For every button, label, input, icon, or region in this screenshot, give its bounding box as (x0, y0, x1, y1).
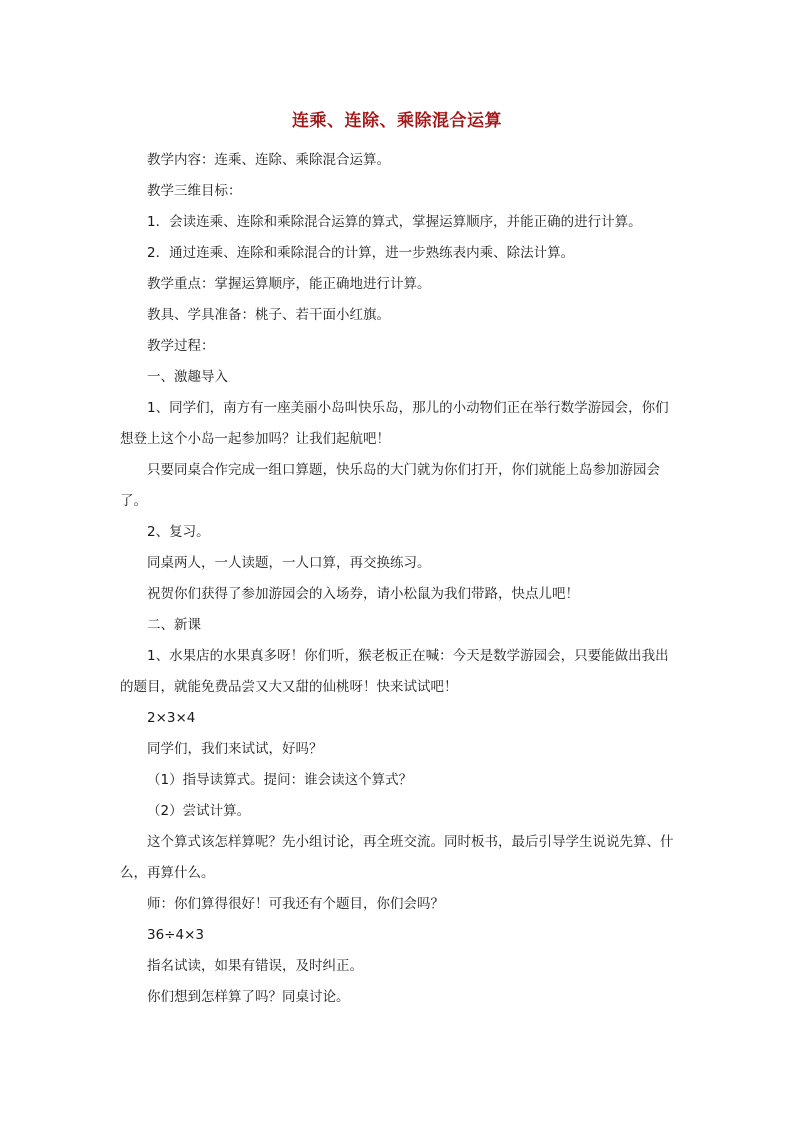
paragraph-content: 教学内容：连乘、连除、乘除混合运算。 (147, 152, 390, 168)
paragraph-fruit-shop: 1、水果店的水果真多呀！你们听，猴老板正在喊：今天是数学游园会，只要能做出我出的题目，就能免费品尝又大又甜的仙桃呀！快来试试吧！ (120, 648, 669, 695)
paragraph-step-1: （1）指导读算式。提问：谁会读这个算式？ (147, 772, 413, 788)
paragraph-discuss-pairs: 你们想到怎样算了吗？同桌讨论。 (147, 989, 350, 1005)
paragraph-materials: 教具、学具准备：桃子、若干面小红旗。 (147, 307, 390, 323)
expression-1: 2×3×4 (147, 710, 196, 726)
paragraph-key-point: 教学重点：掌握运算顺序，能正确地进行计算。 (147, 276, 431, 292)
section-heading-new-lesson: 二、新课 (147, 617, 201, 633)
paragraph-teacher: 师：你们算得很好！可我还有个题目，你们会吗？ (147, 896, 444, 912)
expression-2: 36÷4×3 (147, 927, 204, 943)
paragraph-discussion: 这个算式该怎样算呢？先小组讨论，再全班交流。同时板书，最后引导学生说说先算、什么，再算什么。 (120, 834, 674, 881)
paragraph-goal-2: 2．通过连乘、连除和乘除混合的计算，进一步熟练表内乘、除法计算。 (147, 245, 575, 261)
document-title: 连乘、连除、乘除混合运算 (292, 111, 502, 131)
paragraph-step-2: （2）尝试计算。 (147, 803, 251, 819)
paragraph-read-correct: 指名试读，如果有错误，及时纠正。 (147, 958, 363, 974)
paragraph-process-heading: 教学过程： (147, 338, 215, 354)
paragraph-pair-practice: 同桌两人，一人读题，一人口算，再交换练习。 (147, 555, 431, 571)
paragraph-goal-1: 1．会读连乘、连除和乘除混合运算的算式，掌握运算顺序，并能正确的进行计算。 (147, 214, 642, 230)
paragraph-review: 2、复习。 (147, 524, 210, 540)
document-body (120, 145, 680, 1013)
paragraph-intro-1: 1、同学们，南方有一座美丽小岛叫快乐岛，那儿的小动物们正在举行数学游园会，你们想登上这个小岛一起参加吗？让我们起航吧！ (120, 400, 669, 447)
paragraph-try: 同学们，我们来试试，好吗？ (147, 741, 323, 757)
section-heading-intro: 一、激趣导入 (147, 369, 228, 385)
paragraph-goals-heading: 教学三维目标： (147, 183, 242, 199)
paragraph-intro-2: 只要同桌合作完成一组口算题，快乐岛的大门就为你们打开，你们就能上岛参加游园会了。 (120, 462, 660, 509)
paragraph-congrats: 祝贺你们获得了参加游园会的入场券，请小松鼠为我们带路，快点儿吧！ (147, 586, 579, 602)
